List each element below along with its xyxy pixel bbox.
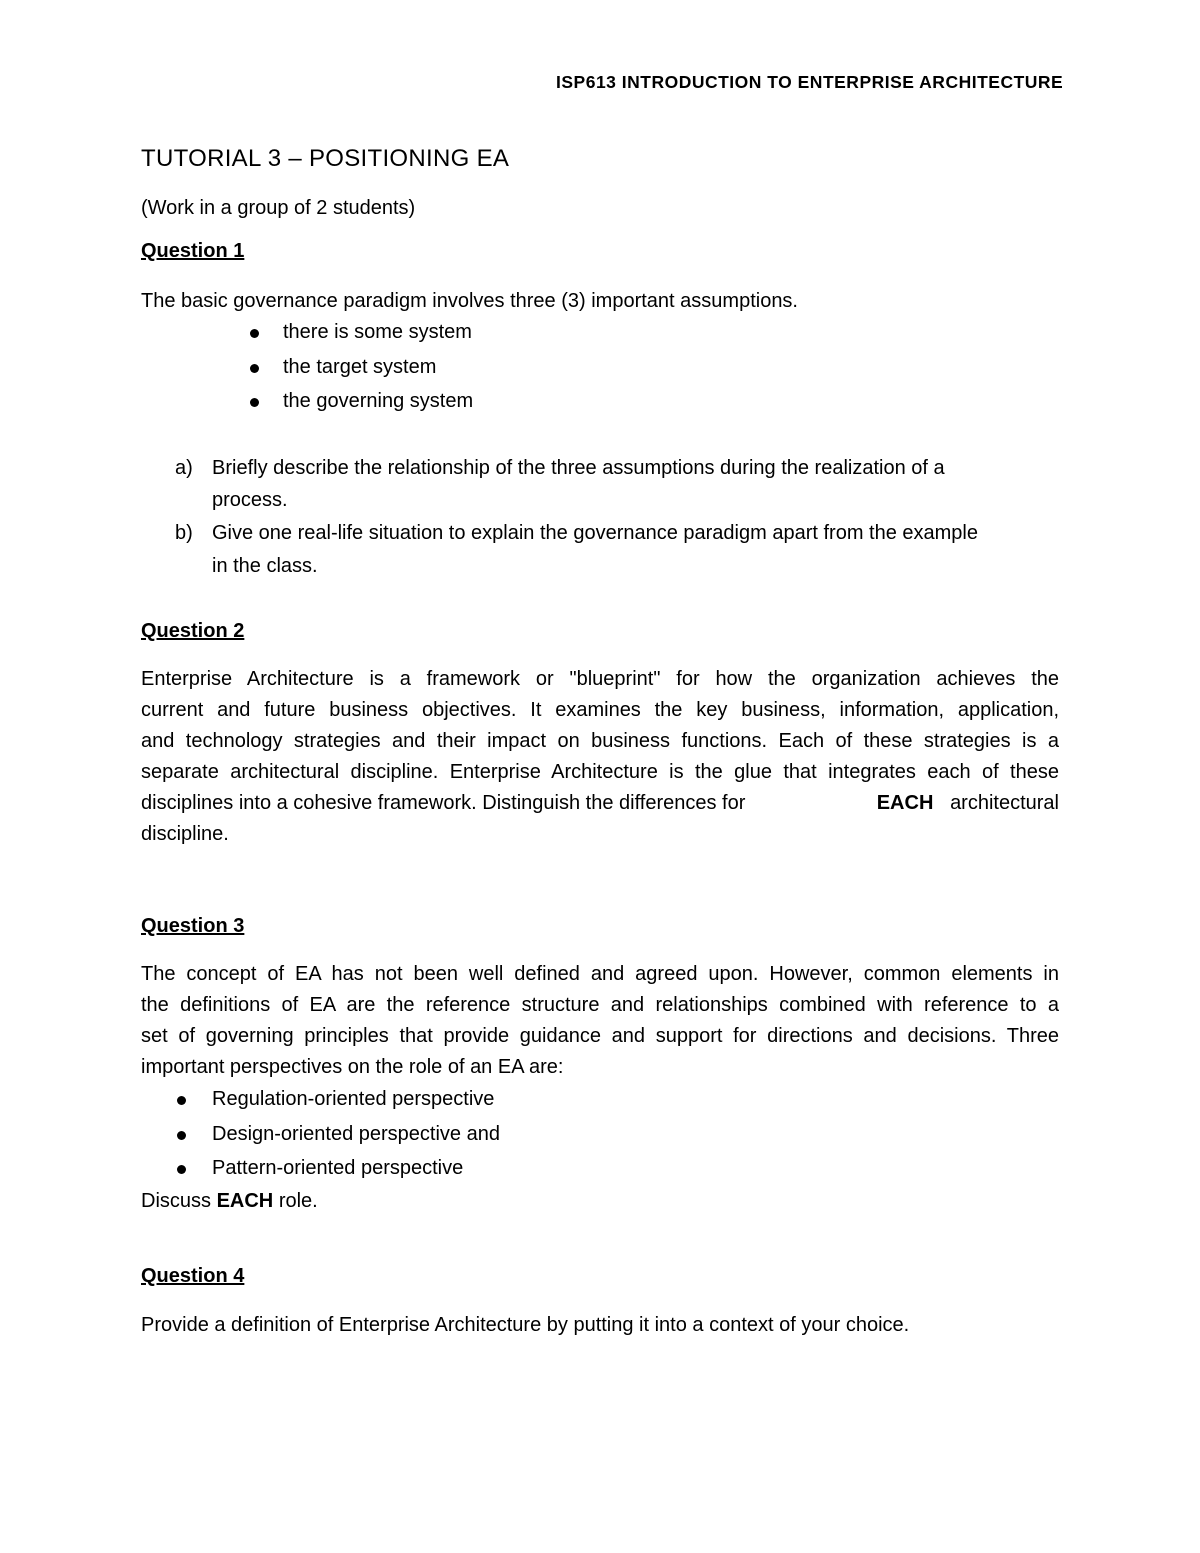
- q1-part-b-label: b): [175, 522, 193, 544]
- emphasis-each: EACH: [216, 1190, 274, 1212]
- paragraph-line: the definitions of EA are the reference structure and relationships combined with reference to a: [141, 994, 1059, 1016]
- bullet-icon: [177, 1096, 186, 1105]
- q3-closing-post: role.: [278, 1190, 318, 1212]
- paragraph-line: [141, 788, 1059, 819]
- paragraph-line: set of governing principles that provide guidance and support for directions and decisions. Three: [141, 1025, 1059, 1047]
- q1-bullet: the target system: [283, 356, 437, 378]
- q3-bullet: Regulation-oriented perspective: [212, 1088, 495, 1110]
- bullet-icon: [177, 1165, 186, 1174]
- q1-part-b-line: Give one real-life situation to explain the governance paradigm apart from the example: [212, 522, 978, 544]
- group-instruction: (Work in a group of 2 students): [141, 197, 416, 219]
- question-4-text: Provide a definition of Enterprise Architecture by putting it into a context of your choice.: [141, 1314, 910, 1336]
- q1-part-a-line: Briefly describe the relationship of the three assumptions during the realization of a: [212, 457, 945, 479]
- paragraph-line: important perspectives on the role of an EA are:: [141, 1056, 564, 1078]
- q1-bullet: the governing system: [283, 390, 474, 412]
- paragraph-line: Enterprise Architecture is a framework or "blueprint" for how the organization achieves the: [141, 668, 1059, 690]
- q3-closing: [141, 1186, 318, 1217]
- question-1-intro: The basic governance paradigm involves three (3) important assumptions.: [141, 290, 798, 312]
- bullet-icon: [250, 329, 259, 338]
- question-1-heading: Question 1: [141, 240, 245, 262]
- bullet-icon: [177, 1131, 186, 1140]
- paragraph-line: and technology strategies and their impact on business functions. Each of these strategies is a: [141, 730, 1059, 752]
- q1-part-a-label: a): [175, 457, 193, 479]
- q1-part-b-line: in the class.: [212, 555, 318, 577]
- paragraph-line: separate architectural discipline. Enterprise Architecture is the glue that integrates each of these: [141, 761, 1059, 783]
- question-2-paragraph: [141, 664, 1059, 850]
- q1-bullet: there is some system: [283, 321, 472, 343]
- page-title: TUTORIAL 3 – POSITIONING EA: [141, 145, 510, 172]
- question-4-heading: Question 4: [141, 1265, 245, 1287]
- q3-closing-pre: Discuss: [141, 1190, 212, 1212]
- q3-bullet: Design-oriented perspective and: [212, 1123, 500, 1145]
- question-3-paragraph: [141, 959, 1059, 1083]
- paragraph-line: current and future business objectives. It examines the key business, information, application,: [141, 699, 1059, 721]
- paragraph-line: discipline.: [141, 823, 229, 845]
- question-2-heading: Question 2: [141, 620, 245, 642]
- paragraph-line-text: disciplines into a cohesive framework. Distinguish the differences for: [141, 792, 746, 814]
- bullet-icon: [250, 364, 259, 373]
- q1-part-a-line: process.: [212, 489, 288, 511]
- paragraph-line: The concept of EA has not been well defined and agreed upon. However, common elements in: [141, 963, 1059, 985]
- bullet-icon: [250, 398, 259, 407]
- emphasis-each: EACH: [876, 792, 934, 814]
- course-header: ISP613 INTRODUCTION TO ENTERPRISE ARCHITECTURE: [556, 72, 1064, 92]
- question-3-heading: Question 3: [141, 915, 245, 937]
- q3-bullet: Pattern-oriented perspective: [212, 1157, 464, 1179]
- paragraph-line-tail: architectural: [950, 792, 1059, 814]
